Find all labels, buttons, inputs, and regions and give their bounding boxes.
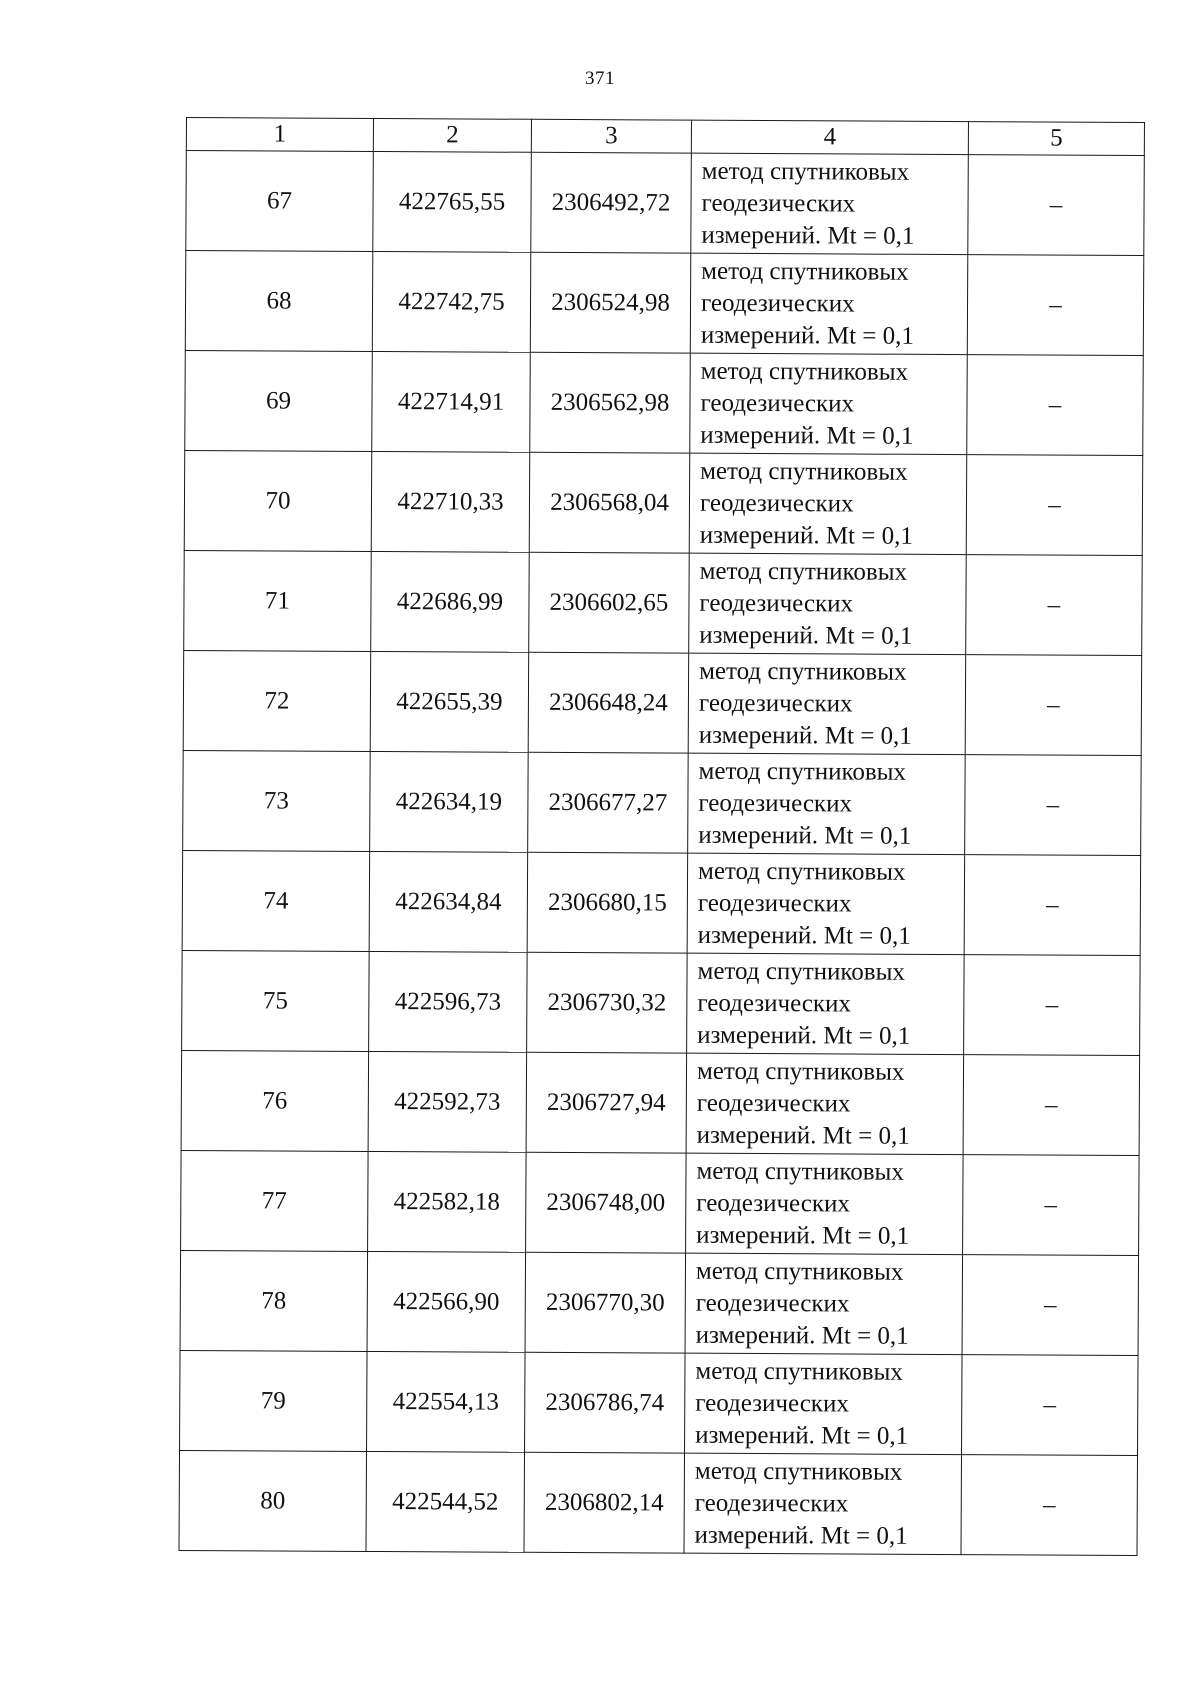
x-coordinate-cell: 422710,33 [371, 451, 530, 552]
method-line-1: метод спутниковых [697, 857, 906, 886]
note-cell: – [967, 355, 1144, 456]
note-cell: – [965, 755, 1142, 856]
y-coordinate-cell: 2306602,65 [529, 552, 690, 653]
method-line-2: геодезических [698, 689, 853, 717]
method-line-3: измерений. Mt = 0,1 [696, 1121, 910, 1150]
method-line-1: метод спутниковых [697, 957, 906, 986]
point-number-cell: 69 [185, 350, 373, 451]
y-coordinate-cell: 2306786,74 [525, 1352, 686, 1453]
x-coordinate-cell: 422566,90 [367, 1251, 526, 1352]
point-number-cell: 75 [182, 950, 370, 1051]
y-coordinate-cell: 2306648,24 [528, 652, 689, 753]
point-number-cell: 78 [180, 1250, 368, 1351]
method-line-1: метод спутниковых [695, 1257, 904, 1286]
method-line-3: измерений. Mt = 0,1 [696, 1221, 910, 1250]
note-cell: – [961, 1455, 1138, 1556]
point-number-cell: 76 [181, 1050, 369, 1151]
table-row [181, 1050, 1140, 1155]
point-number-cell: 70 [184, 450, 372, 551]
method-cell [686, 1053, 964, 1154]
method-cell [687, 953, 965, 1054]
method-line-1: метод спутниковых [700, 457, 908, 486]
method-line-3: измерений. Mt = 0,1 [695, 1321, 909, 1350]
method-line-2: геодезических [697, 989, 852, 1017]
table-row [184, 450, 1143, 555]
method-line-2: геодезических [700, 389, 855, 418]
y-coordinate-cell: 2306802,14 [524, 1452, 685, 1553]
method-line-2: геодезических [695, 1289, 850, 1317]
y-coordinate-cell: 2306677,27 [528, 752, 689, 853]
method-cell [689, 453, 967, 554]
y-coordinate-cell: 2306524,98 [530, 252, 691, 353]
header-cell-2: 2 [373, 118, 531, 152]
note-cell: – [964, 855, 1141, 956]
x-coordinate-cell: 422765,55 [373, 151, 532, 252]
method-line-2: геодезических [698, 789, 853, 817]
method-cell [687, 853, 965, 954]
note-cell: – [963, 1155, 1140, 1256]
table-row [185, 350, 1144, 455]
method-line-3: измерений. Mt = 0,1 [697, 1021, 911, 1050]
y-coordinate-cell: 2306562,98 [530, 352, 691, 453]
note-cell: – [962, 1355, 1139, 1456]
header-cell-3: 3 [531, 119, 691, 153]
y-coordinate-cell: 2306492,72 [531, 152, 692, 253]
point-number-cell: 72 [183, 650, 371, 751]
point-number-cell: 71 [184, 550, 372, 651]
note-cell: – [966, 555, 1143, 656]
method-line-1: метод спутниковых [699, 657, 907, 686]
method-line-1: метод спутниковых [701, 157, 910, 186]
method-cell [690, 253, 968, 354]
note-cell: – [967, 255, 1144, 356]
y-coordinate-cell: 2306680,15 [527, 852, 688, 953]
method-line-1: метод спутниковых [701, 257, 909, 286]
method-line-1: метод спутниковых [699, 557, 908, 586]
y-coordinate-cell: 2306748,00 [526, 1152, 687, 1253]
note-cell: – [965, 655, 1142, 756]
x-coordinate-cell: 422554,13 [367, 1351, 526, 1452]
point-number-cell: 73 [183, 750, 371, 851]
method-cell [685, 1253, 963, 1354]
method-line-2: геодезических [696, 1089, 851, 1117]
note-cell: – [968, 155, 1145, 256]
x-coordinate-cell: 422634,19 [370, 751, 529, 852]
table-row [182, 950, 1141, 1055]
method-line-3: измерений. Mt = 0,1 [700, 421, 914, 450]
x-coordinate-cell: 422592,73 [368, 1051, 527, 1152]
method-line-3: измерений. Mt = 0,1 [698, 821, 912, 850]
method-cell [689, 553, 967, 654]
method-cell [688, 653, 966, 754]
method-line-2: геодезических [700, 289, 855, 318]
point-number-cell: 80 [179, 1450, 367, 1551]
x-coordinate-cell: 422742,75 [372, 251, 531, 352]
method-line-1: метод спутниковых [695, 1357, 903, 1386]
method-line-2: геодезических [699, 589, 854, 617]
note-cell: – [964, 955, 1141, 1056]
method-cell [688, 753, 966, 854]
method-line-2: геодезических [701, 189, 856, 218]
table-row [179, 1450, 1138, 1555]
x-coordinate-cell: 422714,91 [372, 351, 531, 452]
table-row [183, 650, 1142, 755]
method-cell [690, 353, 968, 454]
x-coordinate-cell: 422582,18 [368, 1151, 527, 1252]
method-line-1: метод спутниковых [694, 1457, 903, 1486]
method-line-3: измерений. Mt = 0,1 [694, 1521, 908, 1550]
table-row [180, 1350, 1139, 1455]
table-row [184, 550, 1143, 655]
point-number-cell: 68 [185, 251, 373, 352]
x-coordinate-cell: 422544,52 [366, 1451, 525, 1552]
table-row [183, 750, 1142, 855]
y-coordinate-cell: 2306730,32 [527, 952, 688, 1053]
table-row [186, 151, 1145, 256]
method-cell [691, 153, 969, 254]
x-coordinate-cell: 422655,39 [370, 651, 529, 752]
page-number: 371 [585, 68, 615, 89]
method-line-3: измерений. Mt = 0,1 [698, 721, 912, 750]
table-row [182, 850, 1141, 955]
method-cell [685, 1353, 963, 1454]
x-coordinate-cell: 422596,73 [369, 951, 528, 1052]
x-coordinate-cell: 422634,84 [369, 851, 528, 952]
point-number-cell: 67 [186, 151, 374, 252]
y-coordinate-cell: 2306727,94 [526, 1052, 687, 1153]
header-row [186, 118, 1144, 156]
method-line-1: метод спутниковых [700, 357, 909, 386]
table-header [186, 118, 1144, 156]
note-cell: – [962, 1255, 1139, 1356]
method-line-3: измерений. Mt = 0,1 [695, 1421, 909, 1450]
point-number-cell: 74 [182, 850, 370, 951]
x-coordinate-cell: 422686,99 [371, 551, 530, 652]
method-line-3: измерений. Mt = 0,1 [697, 921, 911, 950]
coordinates-table [178, 117, 1144, 1556]
method-cell [686, 1153, 964, 1254]
method-line-2: геодезических [695, 1389, 849, 1417]
note-cell: – [963, 1055, 1140, 1156]
method-line-3: измерений. Mt = 0,1 [699, 521, 913, 550]
point-number-cell: 77 [181, 1150, 369, 1251]
y-coordinate-cell: 2306770,30 [525, 1252, 686, 1353]
method-line-3: измерений. Mt = 0,1 [699, 621, 913, 650]
method-line-3: измерений. Mt = 0,1 [701, 221, 915, 250]
header-cell-5: 5 [968, 122, 1144, 156]
header-cell-1: 1 [186, 118, 373, 152]
method-line-2: геодезических [697, 889, 852, 917]
method-line-1: метод спутниковых [696, 1157, 904, 1186]
method-line-2: геодезических [696, 1189, 850, 1217]
table-body [179, 151, 1144, 1556]
point-number-cell: 79 [180, 1350, 368, 1451]
method-line-1: метод спутниковых [696, 1057, 905, 1086]
method-cell [684, 1453, 962, 1554]
header-cell-4: 4 [691, 120, 968, 154]
note-cell: – [966, 455, 1143, 556]
table-row [181, 1150, 1140, 1255]
method-line-3: измерений. Mt = 0,1 [700, 321, 915, 350]
method-line-2: геодезических [694, 1489, 849, 1517]
method-line-1: метод спутниковых [698, 757, 907, 786]
table-row [185, 251, 1144, 356]
table-row [180, 1250, 1139, 1355]
method-line-2: геодезических [699, 489, 854, 518]
y-coordinate-cell: 2306568,04 [529, 452, 690, 553]
